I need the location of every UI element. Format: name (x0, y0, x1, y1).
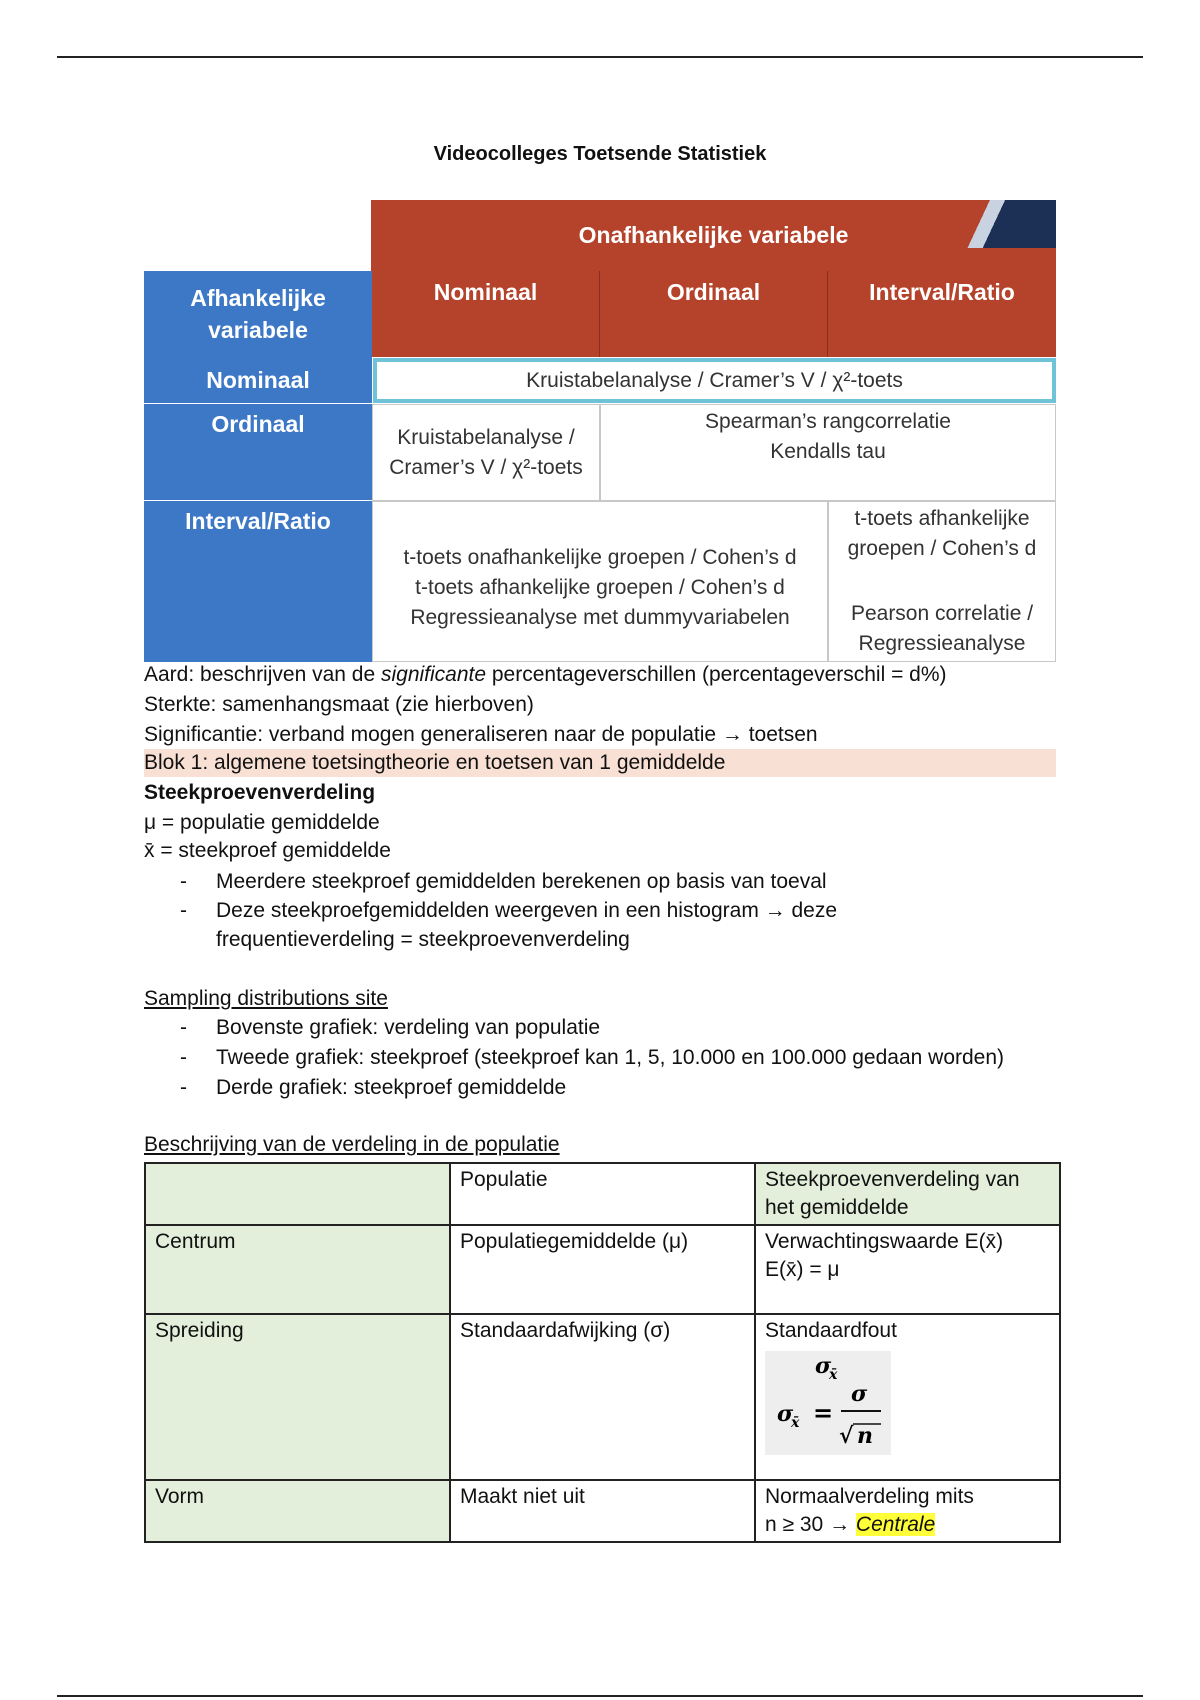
normaalverdeling-line: Normaalverdeling mits (765, 1485, 974, 1508)
matrix-top-header: Onafhankelijke variabele (371, 200, 1056, 271)
distribution-table (144, 1162, 1061, 1543)
bottom-rule (57, 1695, 1143, 1697)
svg-text:√: √ (839, 1423, 854, 1449)
table-row (145, 1480, 1060, 1542)
matrix-col-ordinaal: Ordinaal (600, 271, 828, 357)
svg-text:n: n (857, 1423, 873, 1449)
cell-nominaal-all: Kruistabelanalyse / Cramer’s V / χ²-toets (373, 358, 1056, 403)
cell-interval-left (372, 501, 828, 662)
cell-centrum-populatie: Populatiegemiddelde (μ) (450, 1225, 755, 1314)
table-row (145, 1314, 1060, 1480)
cell-ordinaal-rest: Spearman’s rangcorrelatie Kendalls tau (600, 404, 1056, 501)
svg-text:x̄: x̄ (829, 1367, 838, 1383)
cell-ordinaal-nominaal: Kruistabelanalyse / Cramer’s V / χ²-toets (372, 404, 600, 501)
table-header-empty (145, 1163, 450, 1225)
svg-text:σ: σ (851, 1381, 868, 1407)
interval-right-line-1: t-toets afhankelijke groepen / Cohen’s d (847, 507, 1037, 560)
row-label-centrum: Centrum (145, 1225, 450, 1314)
highlighted-centrale: Centrale (855, 1513, 936, 1536)
aard-line: Aard: beschrijven van de significante percentageverschillen (percentageverschil = d%) (144, 663, 947, 686)
interval-right-line-2: Pearson correlatie / Regressieanalyse (850, 602, 1034, 655)
matrix-col-nominaal: Nominaal (372, 271, 600, 357)
significantie-line: Significantie: verband mogen generaliseren naar de populatie → toetsen (144, 723, 818, 746)
condition-line (765, 1511, 1050, 1539)
blok-heading: Blok 1: algemene toetsingtheorie en toetsen van 1 gemiddelde (144, 749, 1056, 777)
svg-text:σ: σ (777, 1401, 794, 1427)
svg-text:=: = (813, 1398, 834, 1427)
test-selection-matrix (144, 200, 1056, 662)
sampling-heading: Sampling distributions site (144, 987, 388, 1010)
cell-spreiding-populatie: Standaardafwijking (σ) (450, 1314, 755, 1480)
svg-text:x̄: x̄ (791, 1415, 800, 1431)
table-row (145, 1225, 1060, 1314)
page-title: Videocolleges Toetsende Statistiek (433, 143, 767, 165)
interval-left-line-3: Regressieanalyse met dummyvariabelen (410, 605, 790, 629)
cell-vorm-steekproef (755, 1480, 1060, 1542)
cell-vorm-populatie: Maakt niet uit (450, 1480, 755, 1542)
interval-left-line-1: t-toets onafhankelijke groepen / Cohen’s d (403, 545, 797, 569)
table-header-populatie: Populatie (450, 1163, 755, 1225)
cell-interval-right (828, 501, 1056, 662)
condition-text: n ≥ 30 → (765, 1513, 856, 1536)
verwachtingswaarde-line: Verwachtingswaarde E(x̄) (765, 1230, 1004, 1253)
interval-left-line-2: t-toets afhankelijke groepen / Cohen’s d (415, 575, 785, 599)
steekproevenverdeling-heading: Steekproevenverdeling (144, 781, 376, 804)
sterkte-line: Sterkte: samenhangsmaat (zie hierboven) (144, 693, 534, 716)
beschrijving-heading: Beschrijving van de verdeling in de populatie (144, 1133, 560, 1156)
row-label-vorm: Vorm (145, 1480, 450, 1542)
row-label-spreiding: Spreiding (145, 1314, 450, 1480)
standard-error-formula-image (765, 1351, 891, 1455)
mu-definition: μ = populatie gemiddelde (144, 811, 380, 834)
matrix-col-interval: Interval/Ratio (828, 271, 1056, 357)
matrix-row-interval: Interval/Ratio (144, 501, 372, 662)
matrix-corner (144, 200, 372, 271)
cell-spreiding-steekproef (755, 1314, 1060, 1480)
matrix-row-nominaal: Nominaal (144, 357, 372, 404)
xbar-definition: x̄ = steekproef gemiddelde (144, 839, 391, 862)
cell-centrum-steekproef (755, 1225, 1060, 1314)
expectation-formula: E(x̄) = μ (765, 1258, 840, 1281)
photo-fragment (952, 200, 1056, 248)
top-rule (57, 56, 1143, 58)
table-header-steekproef: Steekproevenverdeling van het gemiddelde (755, 1163, 1060, 1225)
matrix-row-ordinaal: Ordinaal (144, 404, 372, 501)
standaardfout-label: Standaardfout (765, 1319, 897, 1342)
svg-text:σ: σ (815, 1353, 832, 1379)
matrix-row-header: Afhankelijke variabele (144, 271, 372, 357)
